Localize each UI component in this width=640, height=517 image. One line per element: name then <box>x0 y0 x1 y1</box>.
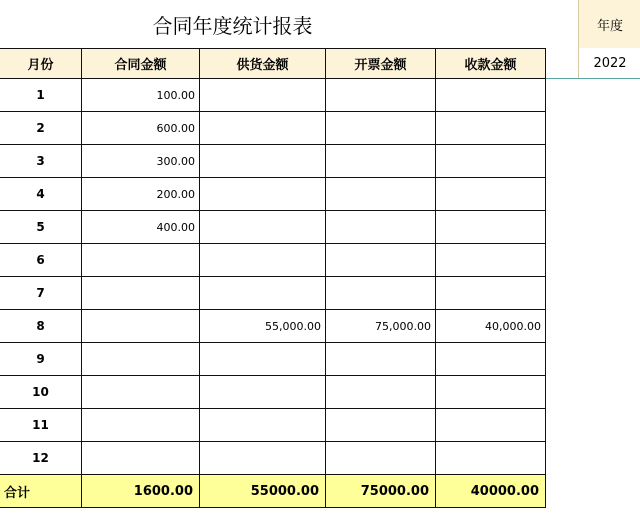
receipt-cell[interactable] <box>436 79 546 112</box>
table-row <box>0 211 546 244</box>
invoice-cell[interactable] <box>326 409 436 442</box>
table-row <box>0 79 546 112</box>
receipt-cell[interactable] <box>436 442 546 475</box>
contract-cell[interactable]: 300.00 <box>82 145 200 178</box>
total-invoice[interactable]: 75000.00 <box>326 475 436 508</box>
month-cell[interactable]: 8 <box>0 310 82 343</box>
contract-cell[interactable] <box>82 343 200 376</box>
invoice-cell[interactable] <box>326 277 436 310</box>
invoice-cell[interactable] <box>326 442 436 475</box>
supply-cell[interactable] <box>200 409 326 442</box>
header-month[interactable]: 月份 <box>0 49 82 79</box>
contract-cell[interactable]: 600.00 <box>82 112 200 145</box>
contract-cell[interactable]: 400.00 <box>82 211 200 244</box>
receipt-cell[interactable] <box>436 376 546 409</box>
month-cell[interactable]: 1 <box>0 79 82 112</box>
header-supply[interactable]: 供货金额 <box>200 49 326 79</box>
header-row <box>0 49 546 79</box>
table-row <box>0 112 546 145</box>
month-cell[interactable]: 5 <box>0 211 82 244</box>
report-title: 合同年度统计报表 <box>152 13 313 38</box>
receipt-cell[interactable]: 40,000.00 <box>436 310 546 343</box>
supply-cell[interactable] <box>200 442 326 475</box>
table-row <box>0 145 546 178</box>
invoice-cell[interactable] <box>326 79 436 112</box>
receipt-cell[interactable] <box>436 409 546 442</box>
receipt-cell[interactable] <box>436 178 546 211</box>
receipt-cell[interactable] <box>436 343 546 376</box>
supply-cell[interactable] <box>200 277 326 310</box>
receipt-cell[interactable] <box>436 211 546 244</box>
month-cell[interactable]: 4 <box>0 178 82 211</box>
contract-cell[interactable] <box>82 244 200 277</box>
selection-border <box>545 78 640 79</box>
total-label[interactable]: 合计 <box>0 475 82 508</box>
month-cell[interactable]: 6 <box>0 244 82 277</box>
invoice-cell[interactable] <box>326 178 436 211</box>
month-cell[interactable]: 3 <box>0 145 82 178</box>
supply-cell[interactable] <box>200 145 326 178</box>
receipt-cell[interactable] <box>436 244 546 277</box>
total-supply[interactable]: 55000.00 <box>200 475 326 508</box>
month-cell[interactable]: 9 <box>0 343 82 376</box>
supply-cell[interactable] <box>200 211 326 244</box>
receipt-cell[interactable] <box>436 277 546 310</box>
contract-cell[interactable] <box>82 376 200 409</box>
receipt-cell[interactable] <box>436 145 546 178</box>
year-value[interactable]: 2022 <box>578 48 640 78</box>
invoice-cell[interactable] <box>326 343 436 376</box>
contract-cell[interactable]: 100.00 <box>82 79 200 112</box>
supply-cell[interactable] <box>200 79 326 112</box>
table-row <box>0 442 546 475</box>
contract-cell[interactable]: 200.00 <box>82 178 200 211</box>
supply-cell[interactable] <box>200 244 326 277</box>
table-row <box>0 178 546 211</box>
contract-cell[interactable] <box>82 277 200 310</box>
invoice-cell[interactable] <box>326 244 436 277</box>
header-invoice[interactable]: 开票金额 <box>326 49 436 79</box>
year-label[interactable]: 年度 <box>578 0 640 48</box>
supply-cell[interactable]: 55,000.00 <box>200 310 326 343</box>
table-row <box>0 343 546 376</box>
table-row <box>0 409 546 442</box>
report-table <box>0 48 546 508</box>
total-contract[interactable]: 1600.00 <box>82 475 200 508</box>
total-receipt[interactable]: 40000.00 <box>436 475 546 508</box>
supply-cell[interactable] <box>200 376 326 409</box>
invoice-cell[interactable] <box>326 145 436 178</box>
header-receipt[interactable]: 收款金额 <box>436 49 546 79</box>
supply-cell[interactable] <box>200 178 326 211</box>
invoice-cell[interactable]: 75,000.00 <box>326 310 436 343</box>
invoice-cell[interactable] <box>326 112 436 145</box>
table-row <box>0 244 546 277</box>
month-cell[interactable]: 12 <box>0 442 82 475</box>
total-row <box>0 475 546 508</box>
receipt-cell[interactable] <box>436 112 546 145</box>
contract-cell[interactable] <box>82 310 200 343</box>
contract-cell[interactable] <box>82 442 200 475</box>
month-cell[interactable]: 10 <box>0 376 82 409</box>
invoice-cell[interactable] <box>326 211 436 244</box>
month-cell[interactable]: 11 <box>0 409 82 442</box>
month-cell[interactable]: 2 <box>0 112 82 145</box>
table-row <box>0 376 546 409</box>
contract-cell[interactable] <box>82 409 200 442</box>
supply-cell[interactable] <box>200 343 326 376</box>
invoice-cell[interactable] <box>326 376 436 409</box>
month-cell[interactable]: 7 <box>0 277 82 310</box>
supply-cell[interactable] <box>200 112 326 145</box>
table-row <box>0 310 546 343</box>
header-contract[interactable]: 合同金额 <box>82 49 200 79</box>
table-row <box>0 277 546 310</box>
